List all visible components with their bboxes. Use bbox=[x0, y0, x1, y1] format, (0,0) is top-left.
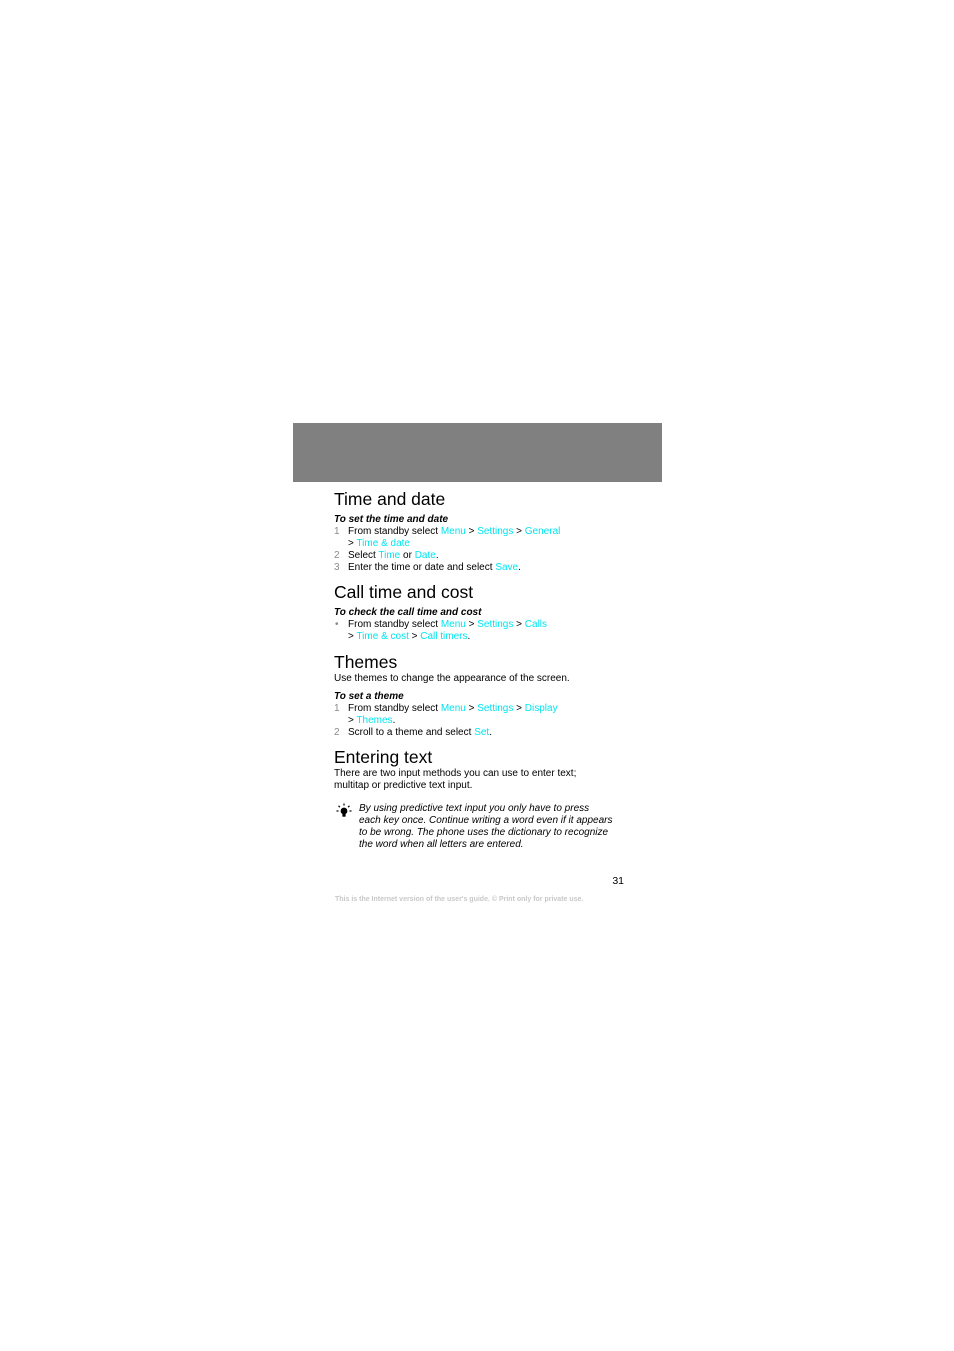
menu-link-settings: Settings bbox=[477, 703, 514, 714]
step-text: . bbox=[489, 727, 492, 738]
lightbulb-icon bbox=[336, 803, 352, 819]
tip-note bbox=[334, 803, 634, 851]
step-number: 1 bbox=[334, 703, 340, 714]
step-number: 1 bbox=[334, 526, 340, 537]
step-text: From standby select bbox=[348, 703, 441, 714]
entering-text-intro-line2: multitap or predictive text input. bbox=[334, 780, 473, 791]
separator: > bbox=[465, 619, 478, 630]
separator: > bbox=[513, 703, 525, 714]
bullet: • bbox=[335, 619, 339, 630]
step-text: Enter the time or date and select bbox=[348, 562, 496, 573]
tip-line: By using predictive text input you only have to press bbox=[359, 803, 590, 814]
tip-line: the word when all letters are entered. bbox=[359, 839, 524, 850]
themes-intro: Use themes to change the appearance of the screen. bbox=[334, 673, 570, 684]
separator: > bbox=[408, 631, 421, 642]
step-text: or bbox=[400, 550, 415, 561]
menu-link-general: General bbox=[524, 526, 561, 537]
step-text: Select bbox=[348, 550, 379, 561]
menu-link-date: Date bbox=[414, 550, 436, 561]
step-item bbox=[334, 562, 634, 574]
step-text: Scroll to a theme and select bbox=[348, 727, 475, 738]
step-text: From standby select bbox=[348, 619, 441, 630]
menu-link-call-timers: Call timers bbox=[420, 631, 468, 642]
menu-link-settings: Settings bbox=[477, 526, 514, 537]
separator: > bbox=[513, 619, 525, 630]
step-text: . bbox=[392, 715, 396, 726]
tip-line: to be wrong. The phone uses the dictionary to recognize bbox=[359, 827, 609, 838]
section-title-themes: Themes bbox=[334, 652, 398, 672]
list-item bbox=[334, 619, 634, 643]
page-content bbox=[334, 488, 634, 851]
separator: > bbox=[348, 538, 357, 549]
separator: > bbox=[465, 526, 478, 537]
step-number: 2 bbox=[334, 550, 340, 561]
step-number: 2 bbox=[334, 727, 340, 738]
subtitle-check-call-time: To check the call time and cost bbox=[334, 607, 482, 618]
menu-link-themes: Themes bbox=[356, 715, 393, 726]
menu-link-menu: Menu bbox=[440, 619, 466, 630]
tip-line: each key once. Continue writing a word even if it appears bbox=[359, 815, 613, 826]
step-text: . bbox=[467, 631, 471, 642]
menu-link-settings: Settings bbox=[477, 619, 514, 630]
page-number: 31 bbox=[612, 875, 624, 887]
menu-link-save: Save bbox=[495, 562, 519, 573]
menu-link-time: Time bbox=[378, 550, 401, 561]
subtitle-set-time-date: To set the time and date bbox=[334, 514, 449, 525]
separator: > bbox=[513, 526, 525, 537]
separator: > bbox=[348, 715, 357, 726]
section-title-time-date: Time and date bbox=[334, 489, 446, 509]
step-item bbox=[334, 550, 634, 562]
separator: > bbox=[465, 703, 478, 714]
subtitle-set-theme: To set a theme bbox=[334, 691, 404, 702]
menu-link-time-cost: Time & cost bbox=[356, 631, 409, 642]
footer-note: This is the Internet version of the user's guide. © Print only for private use. bbox=[335, 896, 584, 903]
section-title-call-time: Call time and cost bbox=[334, 582, 474, 602]
menu-link-display: Display bbox=[524, 703, 558, 714]
header-band bbox=[293, 423, 662, 482]
menu-link-menu: Menu bbox=[440, 703, 466, 714]
step-item bbox=[334, 727, 634, 739]
step-number: 3 bbox=[334, 562, 340, 573]
step-item bbox=[334, 703, 634, 727]
menu-link-calls: Calls bbox=[524, 619, 548, 630]
entering-text-intro-line1: There are two input methods you can use to enter text; bbox=[334, 768, 577, 779]
separator: > bbox=[348, 631, 357, 642]
menu-link-time-date: Time & date bbox=[356, 538, 410, 549]
step-text: . bbox=[518, 562, 521, 573]
section-title-entering-text: Entering text bbox=[334, 747, 433, 767]
step-item bbox=[334, 526, 634, 550]
step-text: From standby select bbox=[348, 526, 441, 537]
step-text: . bbox=[435, 550, 439, 561]
menu-link-menu: Menu bbox=[440, 526, 466, 537]
menu-link-set: Set bbox=[474, 727, 490, 738]
